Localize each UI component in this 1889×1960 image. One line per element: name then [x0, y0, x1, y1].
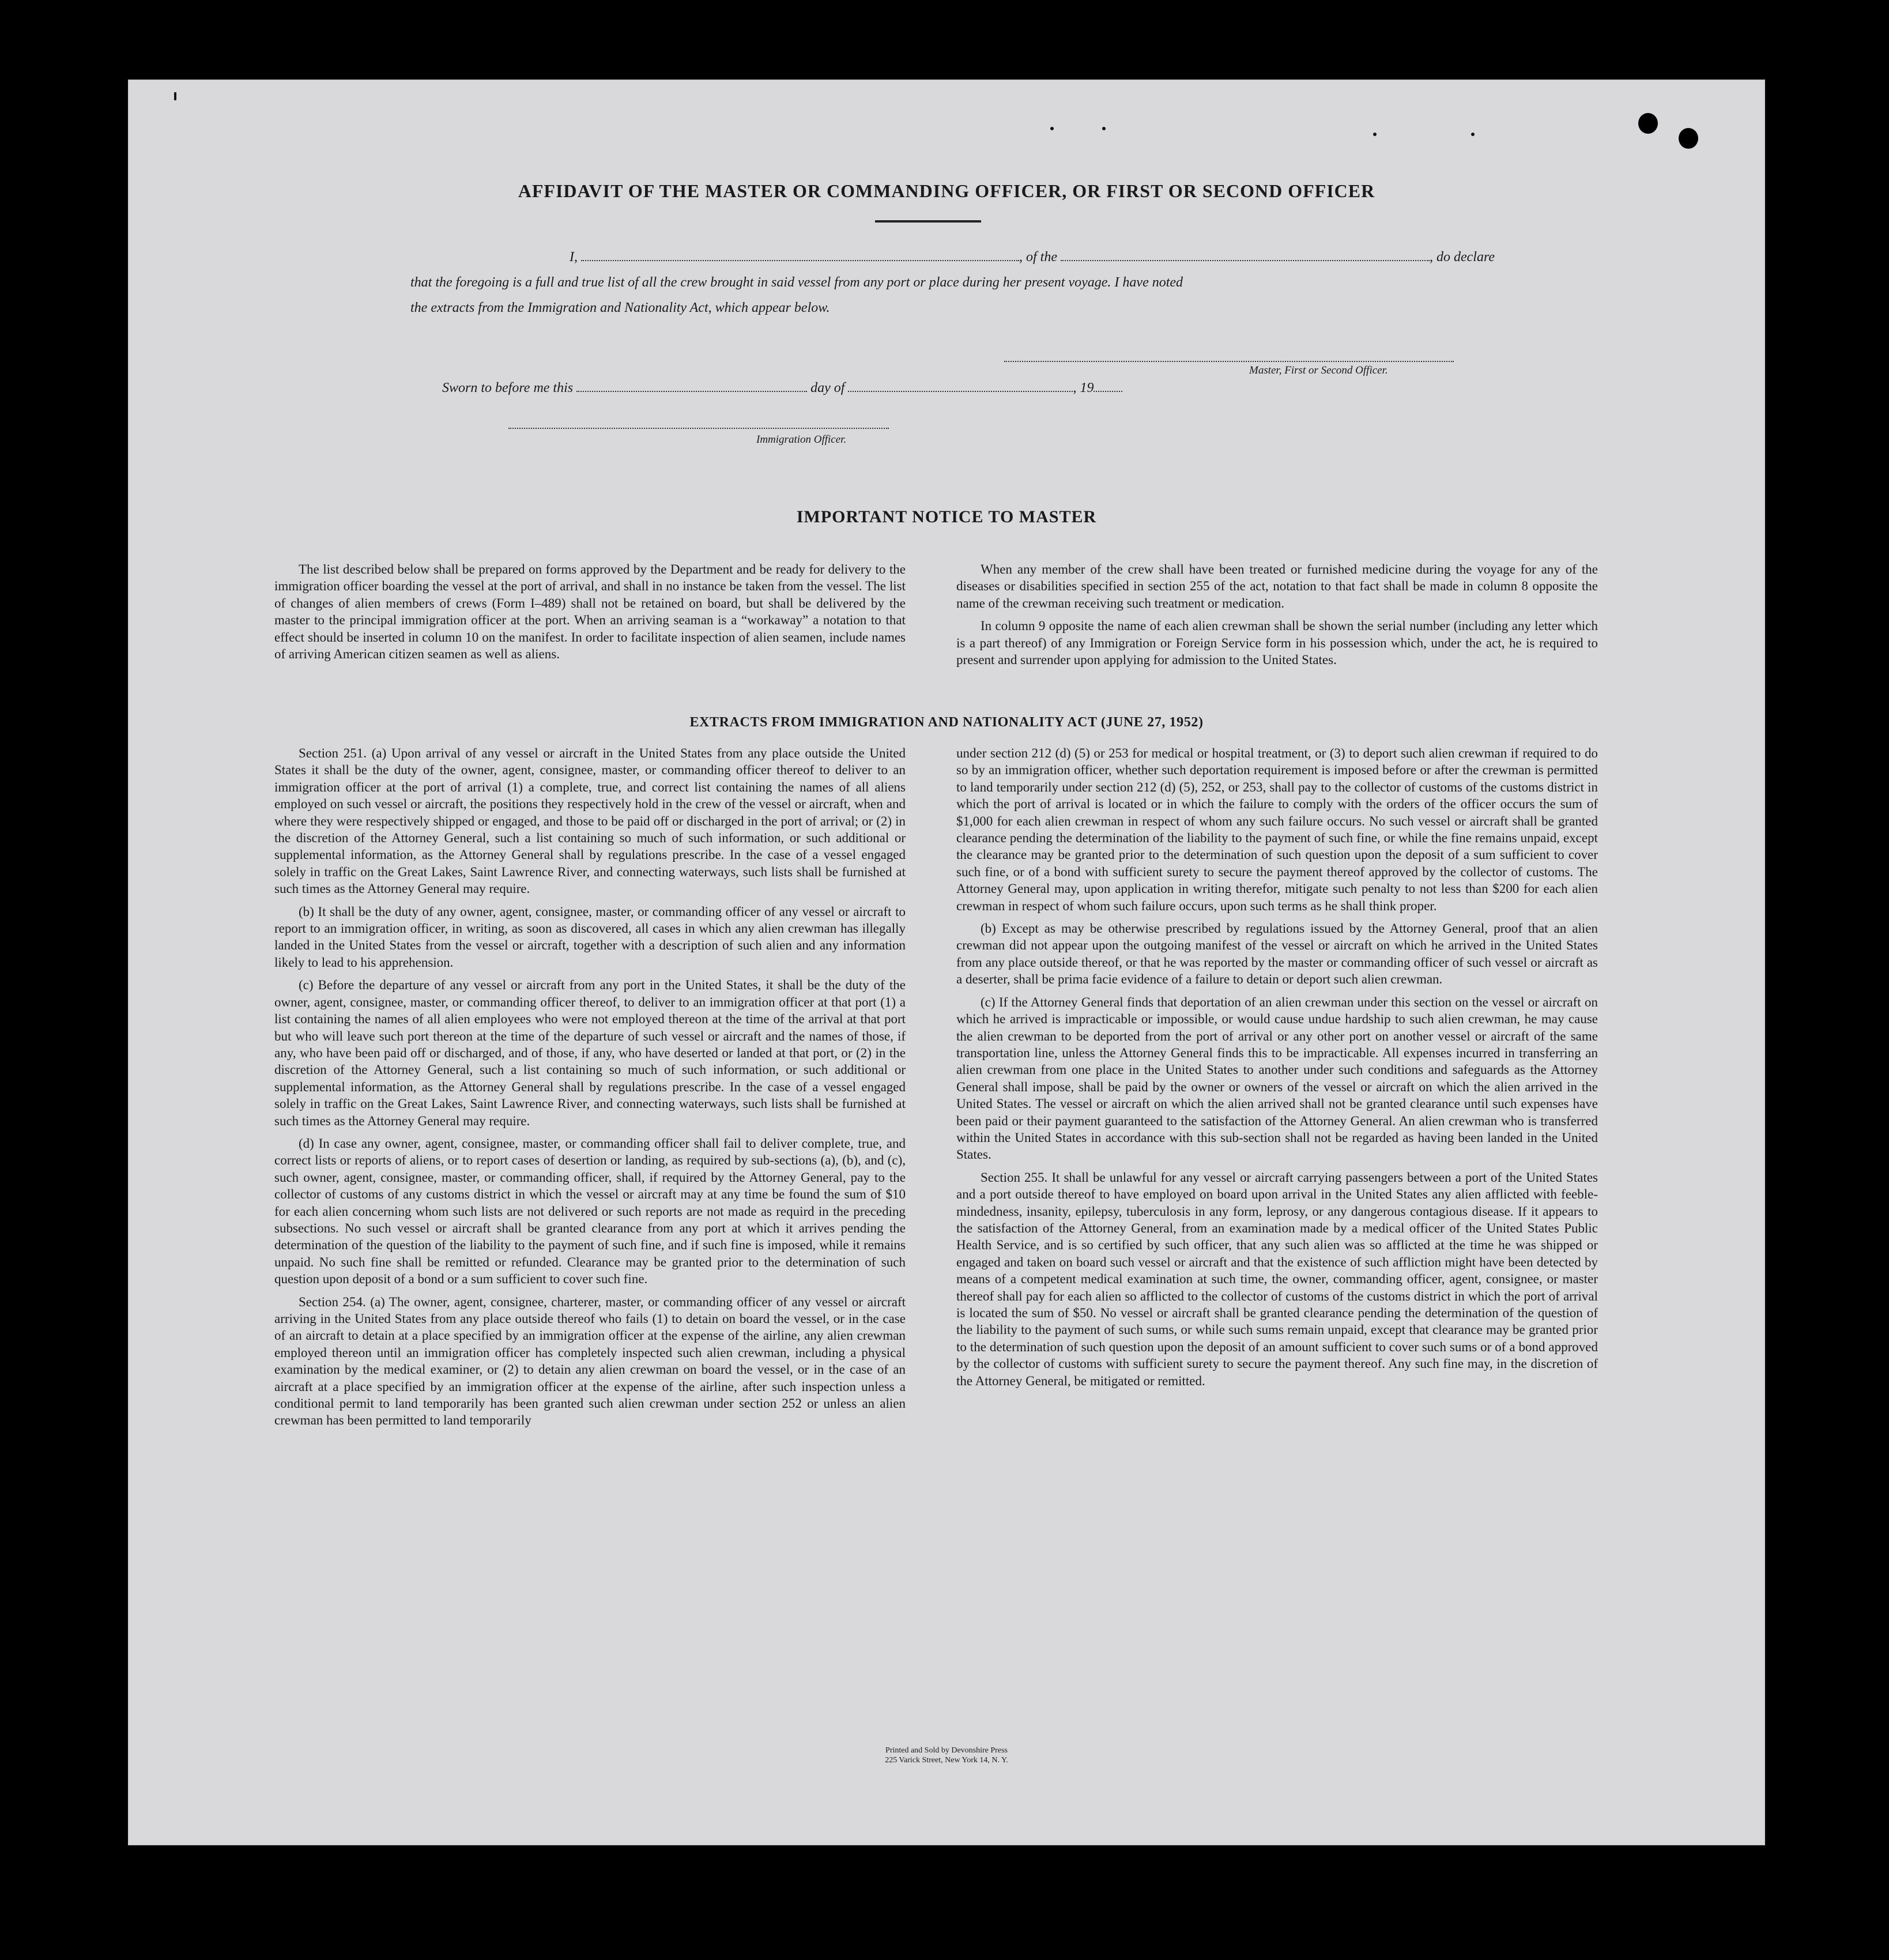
section-251-d: (d) In case any owner, agent, consignee, master, or commanding officer shall fail to deliver complete, true, and correct lists or reports of aliens, or to report cases of desertion or landing, as required by sub-sections (a), (b), and (c), such owner, agent, consignee, master, or commanding officer, shall, if required by the Attorney General, pay to the collector of customs of any customs district in which the vessel or aircraft may at any time be found the sum of $10 for each alien concerning whom such lists are not delivered or such reports are not made as requird in the preceding subsections. No such vessel or aircraft shall be granted clearance from any port at which it arrives pending the determination of the question of the liability to the payment of such fine, and if such fine is imposed, while it remains unpaid. No such fine shall be remitted or refunded. Clearance may be granted prior to the determination of such question upon deposit of a bond or a sum sufficient to cover such fine.	[274, 1136, 906, 1287]
extracts-left-column	[274, 745, 906, 1429]
extracts-title: EXTRACTS FROM IMMIGRATION AND NATIONALITY ACT (JUNE 27, 1952)	[689, 715, 1204, 730]
affidavit-title: AFFIDAVIT OF THE MASTER OR COMMANDING OFFICER, OR FIRST OR SECOND OFFICER	[518, 180, 1375, 201]
i-label: I,	[570, 250, 578, 265]
printer-imprint	[128, 1746, 1765, 1765]
notice-title: IMPORTANT NOTICE TO MASTER	[796, 507, 1097, 526]
extracts-right-column	[956, 745, 1598, 1389]
punch-hole	[1679, 128, 1698, 149]
of-the-label: , of the	[1019, 250, 1057, 265]
section-254-a: Section 254. (a) The owner, agent, consignee, charterer, master, or commanding officer of any vessel or aircraft arriving in the United States from any place outside thereof who fails (1) to detain on board the vessel, or in the case of an aircraft to detain at a place specified by an immigration officer at the expense of the airline, any alien crewman employed thereon until an immigration officer has completely inspected such alien crewman, including a physical examination by the medical examiner, or (2) to detain any alien crewman on board the vessel, or in the case of an aircraft at a place specified by an immigration officer at the expense of the airline, after such inspection unless a conditional permit to land temporarily has been granted such alien crewman under section 252 or unless an alien crewman has been permitted to land temporarily	[274, 1294, 906, 1428]
day-field[interactable]	[576, 379, 807, 392]
master-signature-line[interactable]	[1004, 361, 1454, 362]
sworn-label: Sworn to before me this	[442, 380, 574, 395]
notice-right-paragraph-2: In column 9 opposite the name of each alien crewman shall be shown the serial number (including any letter which is a part thereof) of any Immigration or Foreign Service form in his possession which, under the act, he is required to present and surrender upon applying for admission to the United States.	[956, 619, 1598, 668]
speck	[174, 92, 176, 100]
notice-right-paragraph-1: When any member of the crew shall have been treated or furnished medicine during the voyage for any of the diseases or disabilities specified in section 255 of the act, notation to that fact shall be made in column 8 opposite the name of the crewman receiving such treatment or medication.	[956, 562, 1598, 610]
year-label: , 19	[1073, 380, 1094, 395]
title-divider	[875, 220, 981, 223]
name-field[interactable]	[581, 248, 1019, 261]
section-254-c: (c) If the Attorney General finds that deportation of an alien crewman under this section on the vessel or aircraft on which he arrived is impracticable or impossible, or would cause undue hardship to such alien crewman, he may cause the alien crewman to be deported from the port of arrival or any other port on another vessel or aircraft of the same transportation line, unless the Attorney General finds this to be impracticable. All expenses incurred in transferring an alien crewman from one place in the United States to another under such conditions and safeguards as the Attorney General shall impose, shall be paid by the owner or owners of the vessel or aircraft on which the alien arrived in the United States. The vessel or aircraft on which the alien arrived shall not be granted clearance until such expenses have been paid or their payment guaranteed to the satisfaction of the Attorney General. An alien crewman who is transferred within the United States in accordance with this sub-section shall not be regarded as having been landed in the United States.	[956, 994, 1598, 1162]
month-field[interactable]	[848, 379, 1073, 392]
sworn-line	[442, 379, 1122, 396]
notice-right-column	[956, 561, 1598, 668]
section-254-b: (b) Except as may be otherwise prescribed by regulations issued by the Attorney General, proof that an alien crewman did not appear upon the outgoing manifest of the vessel or aircraft on which he arrived in the United States from any place outside thereof, or that he was reported by the master or commanding officer of such vessel or aircraft as a deserter, shall be prima facie evidence of a failure to detain or deport such alien crewman.	[956, 921, 1598, 987]
speck	[1373, 133, 1377, 136]
section-251-b: (b) It shall be the duty of any owner, agent, consignee, master, or commanding officer of any vessel or aircraft to report to an immigration officer, in writing, as soon as discovered, all cases in which any alien crewman has illegally landed in the United States from the vessel or aircraft, together with a description of such alien and any information likely to lead to his apprehension.	[274, 904, 906, 970]
speck	[1102, 127, 1106, 130]
immigration-officer-caption: Immigration Officer.	[756, 434, 847, 446]
document-sheet	[128, 80, 1765, 1845]
vessel-field[interactable]	[1061, 248, 1430, 261]
declaration-block	[410, 244, 1495, 321]
declaration-line-3: the extracts from the Immigration and Nationality Act, which appear below.	[410, 300, 830, 315]
declaration-line-1	[410, 244, 1495, 270]
section-255: Section 255. It shall be unlawful for any vessel or aircraft carrying passengers between a port of the United States and a port outside thereof to have employed on board upon arrival in the United States any alien afflicted with feeble-mindedness, insanity, epilepsy, tuberculosis in any form, leprosy, or any dangerous contagious disease. If it appears to the satisfaction of the Attorney General, from an examination made by a medical officer of the United States Public Health Service, and is so certified by such officer, that any such alien was so afflicted at the time he was shipped or engaged and taken on board such vessel or aircraft and that the existence of such affliction might have been detected by means of a competent medical examination at such time, the owner, commanding officer, agent, consignee, or master thereof shall pay for each alien so afflicted to the collector of customs of the customs district in which the port of arrival is located the sum of $50. No vessel or aircraft shall be granted clearance pending the determination of the question of the liability to the payment of such sums, or while such sums remain unpaid, except that clearance may be granted prior to the determination of such question upon the deposit of an amount sufficient to cover such sums or of a bond approved by the collector of customs with sufficient surety to secure the payment thereof. Any such fine may, in the discretion of the Attorney General, be mitigated or remitted.	[956, 1170, 1598, 1388]
year-field[interactable]	[1094, 379, 1122, 392]
notice-left-paragraph: The list described below shall be prepared on forms approved by the Department and be ready for delivery to the immigration officer boarding the vessel at the port of arrival, and shall in no instance be taken from the vessel. The list of changes of alien members of crews (Form I–489) shall not be retained on board, but shall be delivered by the master to the principal immigration officer at the port. When an arriving seaman is a “workaway” a notation to that effect should be inserted in column 10 on the manifest. In order to facilitate inspection of alien seamen, include names of arriving American citizen seamen as well as aliens.	[274, 562, 906, 662]
speck	[1471, 133, 1475, 136]
immigration-officer-signature-line[interactable]	[508, 428, 889, 429]
master-signature-caption: Master, First or Second Officer.	[1249, 364, 1388, 376]
printer-line-2: 225 Varick Street, New York 14, N. Y.	[885, 1756, 1008, 1765]
printer-line-1: Printed and Sold by Devonshire Press	[885, 1746, 1008, 1755]
declaration-line-2: that the foregoing is a full and true list of all the crew brought in said vessel from any port or place during her present voyage. I have noted	[410, 275, 1183, 290]
section-251-a: Section 251. (a) Upon arrival of any vessel or aircraft in the United States from any place outside the United States it shall be the duty of the owner, agent, consignee, master, or commanding officer thereof to deliver to an immigration officer at the port of arrival (1) a complete, true, and correct list containing the names of all aliens employed on such vessel or aircraft, the positions they respectively hold in the crew of the vessel or aircraft, when and where they were respectively shipped or engaged, and those to be paid off or discharged in the port of arrival; or (2) in the discretion of the Attorney General, such a list containing so much of such information, or such additional or supplemental information, as the Attorney General shall by regulations prescribe. In the case of a vessel engaged solely in traffic on the Great Lakes, Saint Lawrence River, and connecting waterways, such lists shall be furnished at such times as the Attorney General may require.	[274, 746, 906, 896]
section-254-a-continued: under section 212 (d) (5) or 253 for medical or hospital treatment, or (3) to deport such alien crewman if required to do so by an immigration officer, whether such deportation requirement is imposed before or after the crewman is permitted to land temporarily under section 212 (d) (5), 252, or 253, shall pay to the collector of customs of the customs district in which the port of arrival is located or in which the failure to comply with the orders of the officer occurs the sum of $1,000 for each alien crewman in respect of whom any such failure occurs. No such vessel or aircraft shall be granted clearance pending the determination of the liability to the payment of such fine, or while the fine remains unpaid, except the clearance may be granted prior to the determination of such question upon the deposit of a sum sufficient to cover such fine, or of a bond with sufficient surety to secure the payment thereof approved by the collector of customs. The Attorney General may, upon application in writing therefor, mitigate such penalty to not less than $200 for each alien crewman in respect of whom such failure occurs, upon such terms as he shall think proper.	[956, 746, 1598, 913]
do-declare-label: , do declare	[1430, 250, 1495, 265]
section-251-c: (c) Before the departure of any vessel or aircraft from any port in the United States, it shall be the duty of the owner, agent, consignee, master, or commanding officer thereof, to deliver to an immigration officer at that port (1) a list containing the names of all alien employees who were not employed thereon at the time of the arrival at that port but who will leave such port thereon at the time of the departure of such vessel or aircraft and the names of those, if any, who have been paid off or discharged, and of those, if any, who have deserted or landed at that port, or (2) in the discretion of the Attorney General, such a list containing so much of such information, or such additional or supplemental information, as the Attorney General shall by regulations prescribe. In the case of a vessel engaged solely in traffic on the Great Lakes, Saint Lawrence River, and connecting waterways, such lists shall be furnished at such times as the Attorney General may require.	[274, 978, 906, 1128]
punch-hole	[1638, 113, 1658, 134]
day-of-label: day of	[810, 380, 845, 395]
notice-left-column	[274, 561, 906, 662]
speck	[1050, 127, 1054, 130]
